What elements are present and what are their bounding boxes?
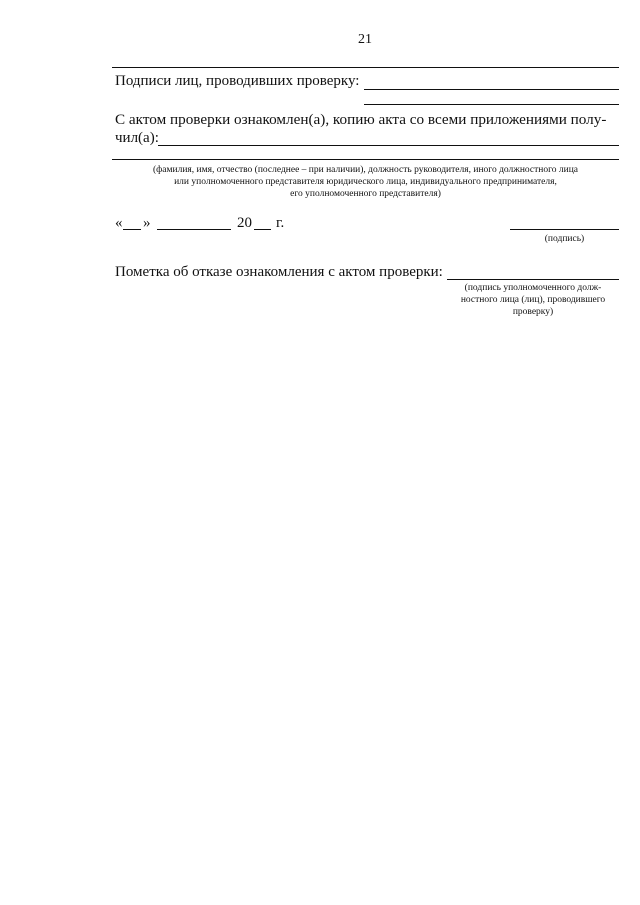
- refusal-caption-2: ностного лица (лиц), проводившего: [460, 295, 606, 305]
- date-signature-caption: (подпись): [544, 234, 585, 244]
- refusal-caption-3: проверку): [512, 307, 554, 317]
- acknowledgement-line-1: С актом проверки ознакомлен(а), копию акта со всеми приложениями полу-: [115, 111, 607, 128]
- date-year-prefix: 20: [237, 215, 252, 231]
- page-number: 21: [358, 32, 372, 47]
- signature-line-1[interactable]: [364, 89, 619, 90]
- date-month-line[interactable]: [157, 229, 231, 230]
- acknowledgement-caption-1: (фамилия, имя, отчество (последнее – при наличии), должность руководителя, иного должностного лица: [152, 165, 579, 175]
- refusal-label: Пометка об отказе ознакомления с актом проверки:: [115, 264, 443, 280]
- date-day-line[interactable]: [123, 229, 141, 230]
- top-rule: [112, 67, 619, 68]
- refusal-caption-1: (подпись уполномоченного долж-: [464, 283, 602, 293]
- date-signature-line[interactable]: [510, 229, 619, 230]
- acknowledgement-fill-line[interactable]: [158, 145, 619, 146]
- refusal-signature-line[interactable]: [447, 279, 619, 280]
- acknowledgement-caption-3: его уполномоченного представителя): [290, 189, 441, 199]
- signatures-label: Подписи лиц, проводивших проверку:: [115, 73, 360, 89]
- acknowledgement-line-2: чил(а):: [115, 130, 159, 146]
- date-year-line[interactable]: [254, 229, 271, 230]
- acknowledgement-name-line[interactable]: [112, 159, 619, 160]
- date-quote-open: «: [115, 215, 123, 231]
- signature-line-2[interactable]: [364, 104, 619, 105]
- date-quote-close: »: [143, 215, 151, 231]
- date-year-suffix: г.: [276, 215, 285, 231]
- acknowledgement-caption-2: или уполномоченного представителя юридического лица, индивидуального предпринимателя,: [174, 177, 557, 187]
